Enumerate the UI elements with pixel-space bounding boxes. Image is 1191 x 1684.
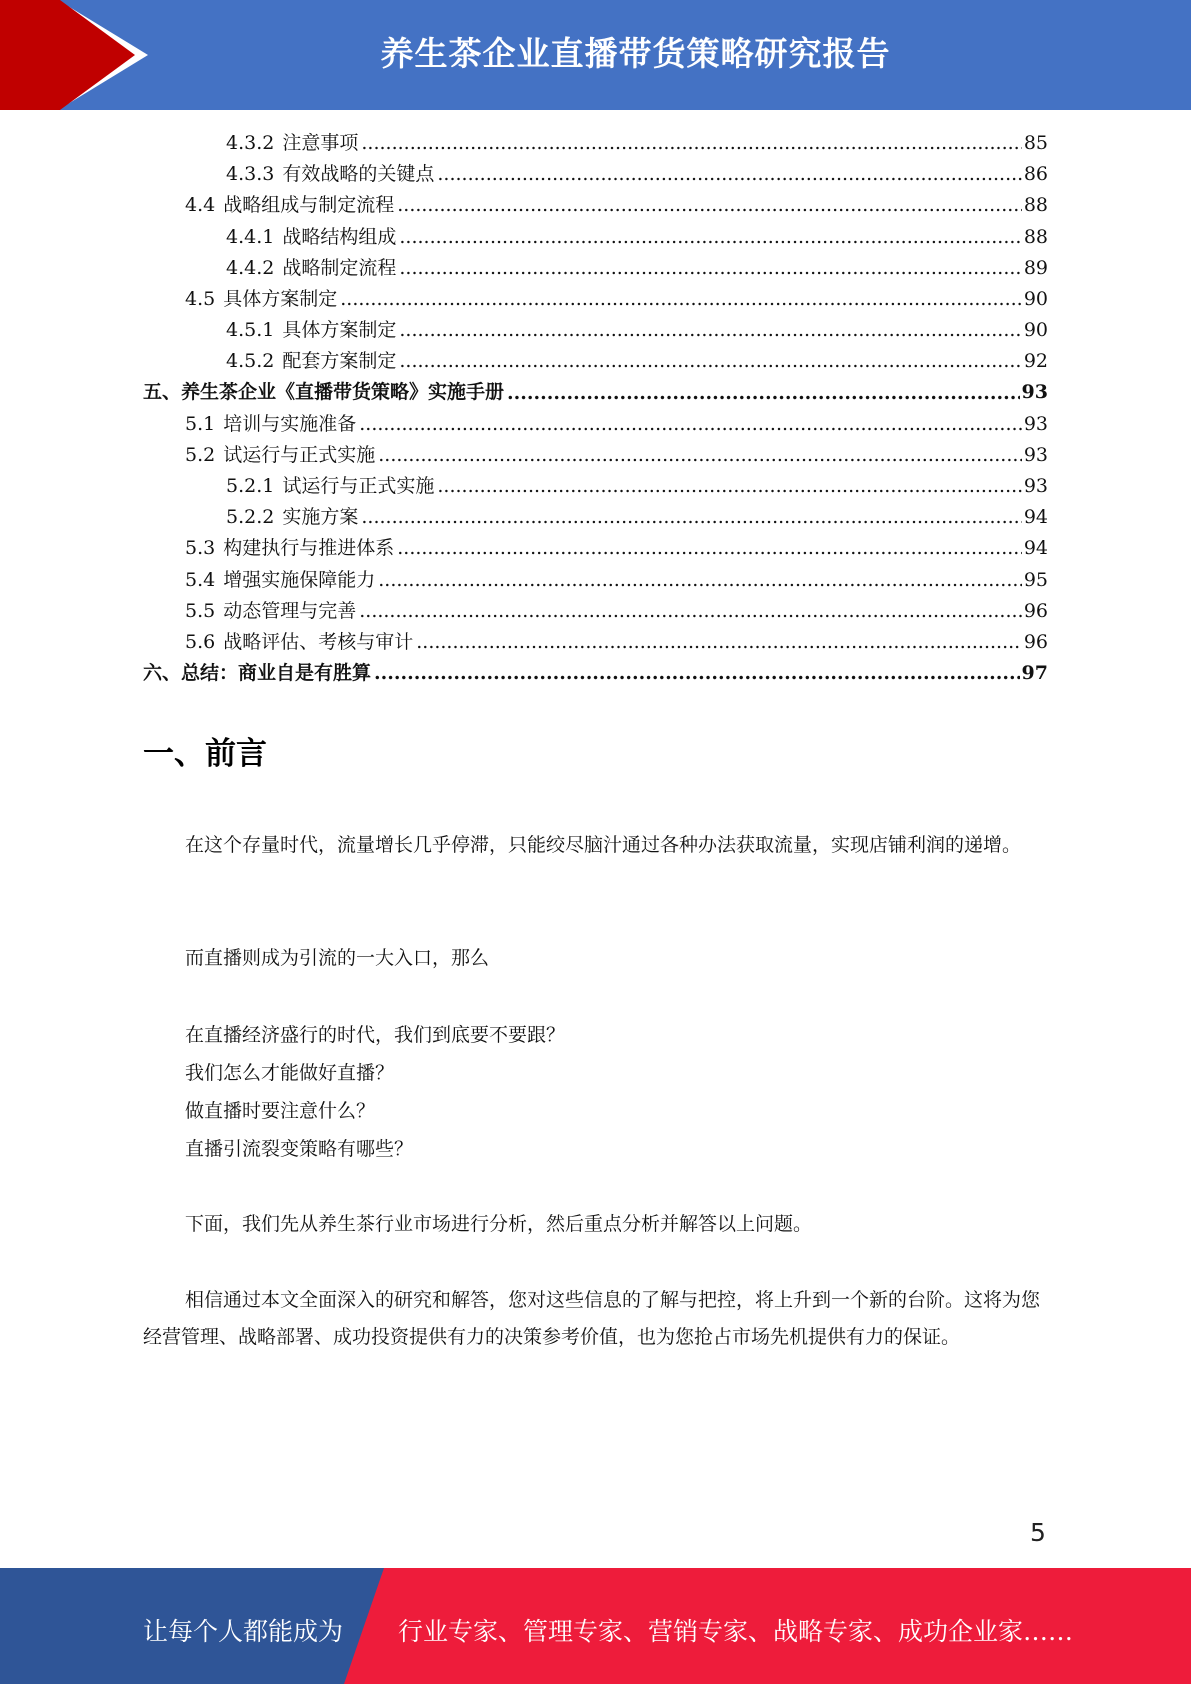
toc-dot-leader: [361, 502, 1021, 533]
toc-entry[interactable]: [143, 315, 1048, 346]
toc-entry[interactable]: [143, 284, 1048, 315]
toc-entry-number: 5.4: [185, 568, 216, 591]
toc-dot-leader: [397, 190, 1022, 221]
question-list: [143, 1016, 1048, 1168]
toc-entry-title: 战略制定流程: [282, 256, 397, 279]
toc-dot-leader: [437, 471, 1021, 502]
toc-entry-title: 六、总结：商业自是有胜算: [143, 662, 372, 685]
toc-entry[interactable]: [143, 596, 1048, 627]
toc-entry-number: 5.2: [185, 443, 216, 466]
toc-dot-leader: [378, 565, 1022, 596]
toc-entry-page: 93: [1021, 381, 1048, 404]
toc-dot-leader: [378, 440, 1022, 471]
toc-entry-title: 战略结构组成: [282, 225, 397, 248]
toc-dot-leader: [507, 378, 1020, 409]
toc-entry-page: 89: [1023, 256, 1048, 279]
toc-dot-leader: [340, 284, 1022, 315]
paragraph-3: 下面，我们先从养生茶行业市场进行分析，然后重点分析并解答以上问题。: [185, 1213, 813, 1235]
toc-entry-number: 5.2.1: [226, 475, 275, 498]
toc-dot-leader: [399, 315, 1021, 346]
footer-slogan-left: 让每个人都能成为: [143, 1617, 344, 1646]
toc-entry-title: 构建执行与推进体系: [223, 537, 395, 560]
toc-entry-page: 92: [1023, 350, 1048, 373]
toc-entry-page: 85: [1023, 131, 1048, 154]
report-title: 养生茶企业直播带货策略研究报告: [380, 34, 891, 73]
toc-entry-title: 具体方案制定: [223, 287, 338, 310]
toc-dot-leader: [397, 533, 1022, 564]
toc-entry[interactable]: [143, 128, 1048, 159]
toc-entry-number: 5.3: [185, 537, 216, 560]
toc-dot-leader: [359, 409, 1022, 440]
toc-entry-number: 4.5.1: [226, 319, 275, 342]
toc-entry[interactable]: [143, 253, 1048, 284]
toc-entry-title: 增强实施保障能力: [223, 568, 376, 591]
toc-dot-leader: [361, 128, 1021, 159]
toc-entry-title: 有效战略的关键点: [282, 163, 435, 186]
toc-entry[interactable]: [143, 502, 1048, 533]
toc-entry-title: 试运行与正式实施: [223, 443, 376, 466]
toc-entry-title: 配套方案制定: [282, 350, 397, 373]
footer-slogan-right: 行业专家、管理专家、营销专家、战略专家、成功企业家……: [398, 1617, 1074, 1646]
paragraph-1: 在这个存量时代，流量增长几乎停滞，只能绞尽脑汁通过各种办法获取流量，实现店铺利润的递增。: [185, 834, 1022, 856]
toc-dot-leader: [399, 253, 1021, 284]
toc-entry-number: 4.5: [185, 287, 216, 310]
toc-entry-title: 培训与实施准备: [223, 412, 357, 435]
toc-dot-leader: [399, 346, 1021, 377]
toc-entry-number: 4.3.3: [226, 163, 275, 186]
toc-entry-page: 96: [1023, 630, 1048, 653]
toc-entry-title: 动态管理与完善: [223, 599, 357, 622]
question-item: 做直播时要注意什么？: [185, 1100, 376, 1122]
toc-entry-number: 4.5.2: [226, 350, 275, 373]
toc-entry-number: 4.4.1: [226, 225, 275, 248]
toc-dot-leader: [359, 596, 1022, 627]
toc-entry-page: 94: [1023, 506, 1048, 529]
toc-entry[interactable]: [143, 190, 1048, 221]
toc-entry-number: 4.4.2: [226, 256, 275, 279]
toc-entry-title: 战略评估、考核与审计: [223, 630, 414, 653]
page-footer: [0, 1568, 1191, 1684]
toc-entry-page: 96: [1023, 599, 1048, 622]
toc-entry-number: 5.6: [185, 630, 216, 653]
page-header: [0, 0, 1191, 110]
table-of-contents: [143, 128, 1048, 689]
toc-entry-title: 试运行与正式实施: [282, 475, 435, 498]
toc-entry-page: 97: [1021, 662, 1048, 685]
toc-entry[interactable]: [143, 378, 1048, 409]
toc-entry-title: 实施方案: [282, 506, 359, 529]
toc-entry[interactable]: [143, 627, 1048, 658]
toc-entry-page: 86: [1023, 163, 1048, 186]
toc-entry-title: 具体方案制定: [282, 319, 397, 342]
toc-entry-page: 90: [1023, 319, 1048, 342]
question-item: 直播引流裂变策略有哪些？: [185, 1138, 414, 1160]
toc-entry-page: 88: [1023, 225, 1048, 248]
toc-entry[interactable]: [143, 533, 1048, 564]
paragraph-2: 而直播则成为引流的一大入口，那么: [185, 947, 490, 969]
toc-entry-number: 5.2.2: [226, 506, 275, 529]
question-item: 在直播经济盛行的时代，我们到底要不要跟？: [185, 1024, 566, 1046]
toc-entry[interactable]: [143, 159, 1048, 190]
section-heading: 一、前言: [143, 736, 267, 772]
toc-entry-title: 战略组成与制定流程: [223, 194, 395, 217]
toc-dot-leader: [416, 627, 1022, 658]
toc-entry-number: 5.5: [185, 599, 216, 622]
toc-entry-page: 88: [1023, 194, 1048, 217]
toc-entry-page: 90: [1023, 287, 1048, 310]
toc-entry-title: 五、养生茶企业《直播带货策略》实施手册: [143, 381, 505, 404]
toc-dot-leader: [399, 222, 1021, 253]
toc-entry[interactable]: [143, 471, 1048, 502]
question-item: 我们怎么才能做好直播？: [185, 1062, 395, 1084]
page-number: 5: [1030, 1518, 1046, 1547]
toc-entry-page: 94: [1023, 537, 1048, 560]
toc-entry-page: 93: [1023, 443, 1048, 466]
toc-entry[interactable]: [143, 565, 1048, 596]
toc-dot-leader: [437, 159, 1021, 190]
toc-dot-leader: [374, 658, 1020, 689]
toc-entry-page: 93: [1023, 412, 1048, 435]
toc-entry[interactable]: [143, 658, 1048, 689]
toc-entry[interactable]: [143, 346, 1048, 377]
toc-entry[interactable]: [143, 440, 1048, 471]
toc-entry-title: 注意事项: [282, 131, 359, 154]
paragraph-4: 相信通过本文全面深入的研究和解答，您对这些信息的了解与把控，将上升到一个新的台阶。这将为您经营管理、战略部署、成功投资提供有力的决策参考价值，也为您抢占市场先机提供有力的保证。: [143, 1289, 1041, 1348]
toc-entry-number: 4.3.2: [226, 131, 275, 154]
toc-entry-number: 4.4: [185, 194, 216, 217]
toc-entry-page: 93: [1023, 475, 1048, 498]
toc-entry-page: 95: [1023, 568, 1048, 591]
toc-entry[interactable]: [143, 222, 1048, 253]
toc-entry-number: 5.1: [185, 412, 216, 435]
toc-entry[interactable]: [143, 409, 1048, 440]
